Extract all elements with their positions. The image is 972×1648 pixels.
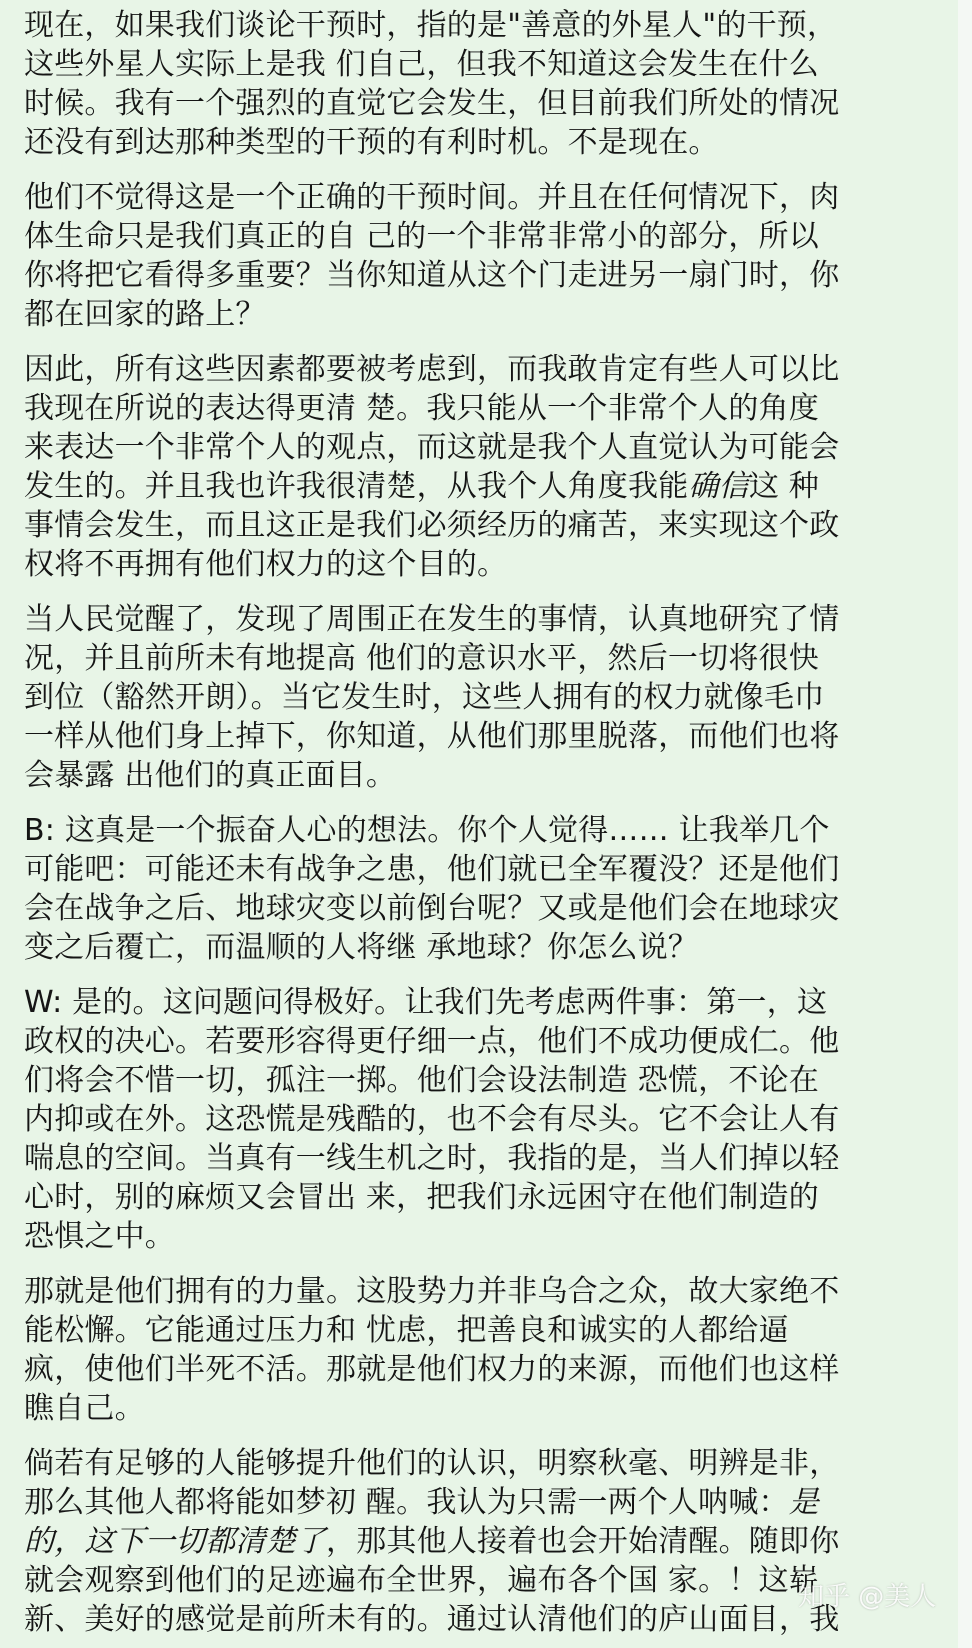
text-line: 还没有到达那种类型的干预的有利时机。不是现在。 — [24, 125, 719, 160]
text-line: 权将不再拥有他们权力的这个目的。 — [24, 547, 508, 582]
text-line: 体生命只是我们真正的自 己的一个非常非常小的部分，所以 — [24, 219, 819, 254]
text-line: 那么其他人都将能如梦初 醒。我认为只需一两个人呐喊：是 — [24, 1485, 819, 1520]
text-line: 能松懈。它能通过压力和 忧虑，把善良和诚实的人都给逼 — [24, 1313, 789, 1348]
paragraph — [24, 600, 946, 795]
text-line: 新、美好的感觉是前所未有的。通过认清他们的庐山面目，我 — [24, 1602, 840, 1637]
text-line: 喘息的空间。当真有一线生机之时，我指的是，当人们掉以轻 — [24, 1141, 840, 1176]
text-line: 瞧自己。 — [24, 1391, 145, 1426]
text-line: 恐惧之中。 — [24, 1219, 175, 1254]
paragraph — [24, 811, 946, 967]
text-line: W: 是的。这问题问得极好。让我们先考虑两件事：第一，这 — [24, 985, 828, 1020]
text-line: 可能吧：可能还未有战争之患，他们就已全军覆没？还是他们 — [24, 852, 840, 887]
text-line: 到位（豁然开朗）。当它发生时，这些人拥有的权力就像毛巾 — [24, 680, 825, 715]
text-line: 我现在所说的表达得更清 楚。我只能从一个非常个人的角度 — [24, 391, 819, 426]
text-line: 内抑或在外。这恐慌是残酷的，也不会有尽头。它不会让人有 — [24, 1102, 840, 1137]
text-line: 会在战争之后、地球灾变以前倒台呢？又或是他们会在地球灾 — [24, 891, 840, 926]
text-line: 就会观察到他们的足迹遍布全世界，遍布各个国 家。！这崭 — [24, 1563, 819, 1598]
text-line: 因此，所有这些因素都要被考虑到，而我敢肯定有些人可以比 — [24, 352, 840, 387]
text-line: 那就是他们拥有的力量。这股势力并非乌合之众，故大家绝不 — [24, 1274, 840, 1309]
text-line: 会暴露 出他们的真正面目。 — [24, 758, 397, 793]
text-line: 疯，使他们半死不活。那就是他们权力的来源，而他们也这样 — [24, 1352, 840, 1387]
text-line: 发生的。并且我也许我很清楚，从我个人角度我能确信这 种 — [24, 469, 819, 504]
text-line: 现在，如果我们谈论干预时，指的是"善意的外星人"的干预， — [24, 8, 838, 43]
paragraph — [24, 350, 946, 584]
text-line: 事情会发生，而且这正是我们必须经历的痛苦，来实现这个政 — [24, 508, 840, 543]
text-line: 心时，别的麻烦又会冒出 来，把我们永远困守在他们制造的 — [24, 1180, 819, 1215]
text-line: 他们不觉得这是一个正确的干预时间。并且在任何情况下，肉 — [24, 180, 840, 215]
paragraph — [24, 1272, 946, 1428]
text-line: 来表达一个非常个人的观点，而这就是我个人直觉认为可能会 — [24, 430, 840, 465]
text-line: 的，这下一切都清楚了，那其他人接着也会开始清醒。随即你 — [24, 1524, 840, 1559]
paragraph — [24, 178, 946, 334]
article-body — [24, 6, 946, 1648]
text-line: B: 这真是一个振奋人心的想法。你个人觉得…… 让我举几个 — [24, 813, 830, 848]
zhihu-watermark: 知乎 @美人 — [798, 1582, 937, 1612]
paragraph — [24, 983, 946, 1256]
text-line: 都在回家的路上？ — [24, 297, 266, 332]
text-line: 倘若有足够的人能够提升他们的认识，明察秋毫、明辨是非， — [24, 1446, 840, 1481]
text-line: 你将把它看得多重要？当你知道从这个门走进另一扇门时，你 — [24, 258, 840, 293]
text-line: 一样从他们身上掉下，你知道，从他们那里脱落，而他们也将 — [24, 719, 840, 754]
text-line: 政权的决心。若要形容得更仔细一点，他们不成功便成仁。他 — [24, 1024, 840, 1059]
text-line: 时候。我有一个强烈的直觉它会发生，但目前我们所处的情况 — [24, 86, 840, 121]
text-line: 变之后覆亡，而温顺的人将继 承地球？你怎么说？ — [24, 930, 699, 965]
text-line: 况，并且前所未有地提高 他们的意识水平，然后一切将很快 — [24, 641, 819, 676]
text-line: 们将会不惜一切，孤注一掷。他们会设法制造 恐慌，不论在 — [24, 1063, 819, 1098]
paragraph — [24, 6, 946, 162]
scrollbar-track[interactable] — [958, 0, 972, 1648]
text-line: 当人民觉醒了，发现了周围正在发生的事情，认真地研究了情 — [24, 602, 840, 637]
text-line: 这些外星人实际上是我 们自己，但我不知道这会发生在什么 — [24, 47, 819, 82]
